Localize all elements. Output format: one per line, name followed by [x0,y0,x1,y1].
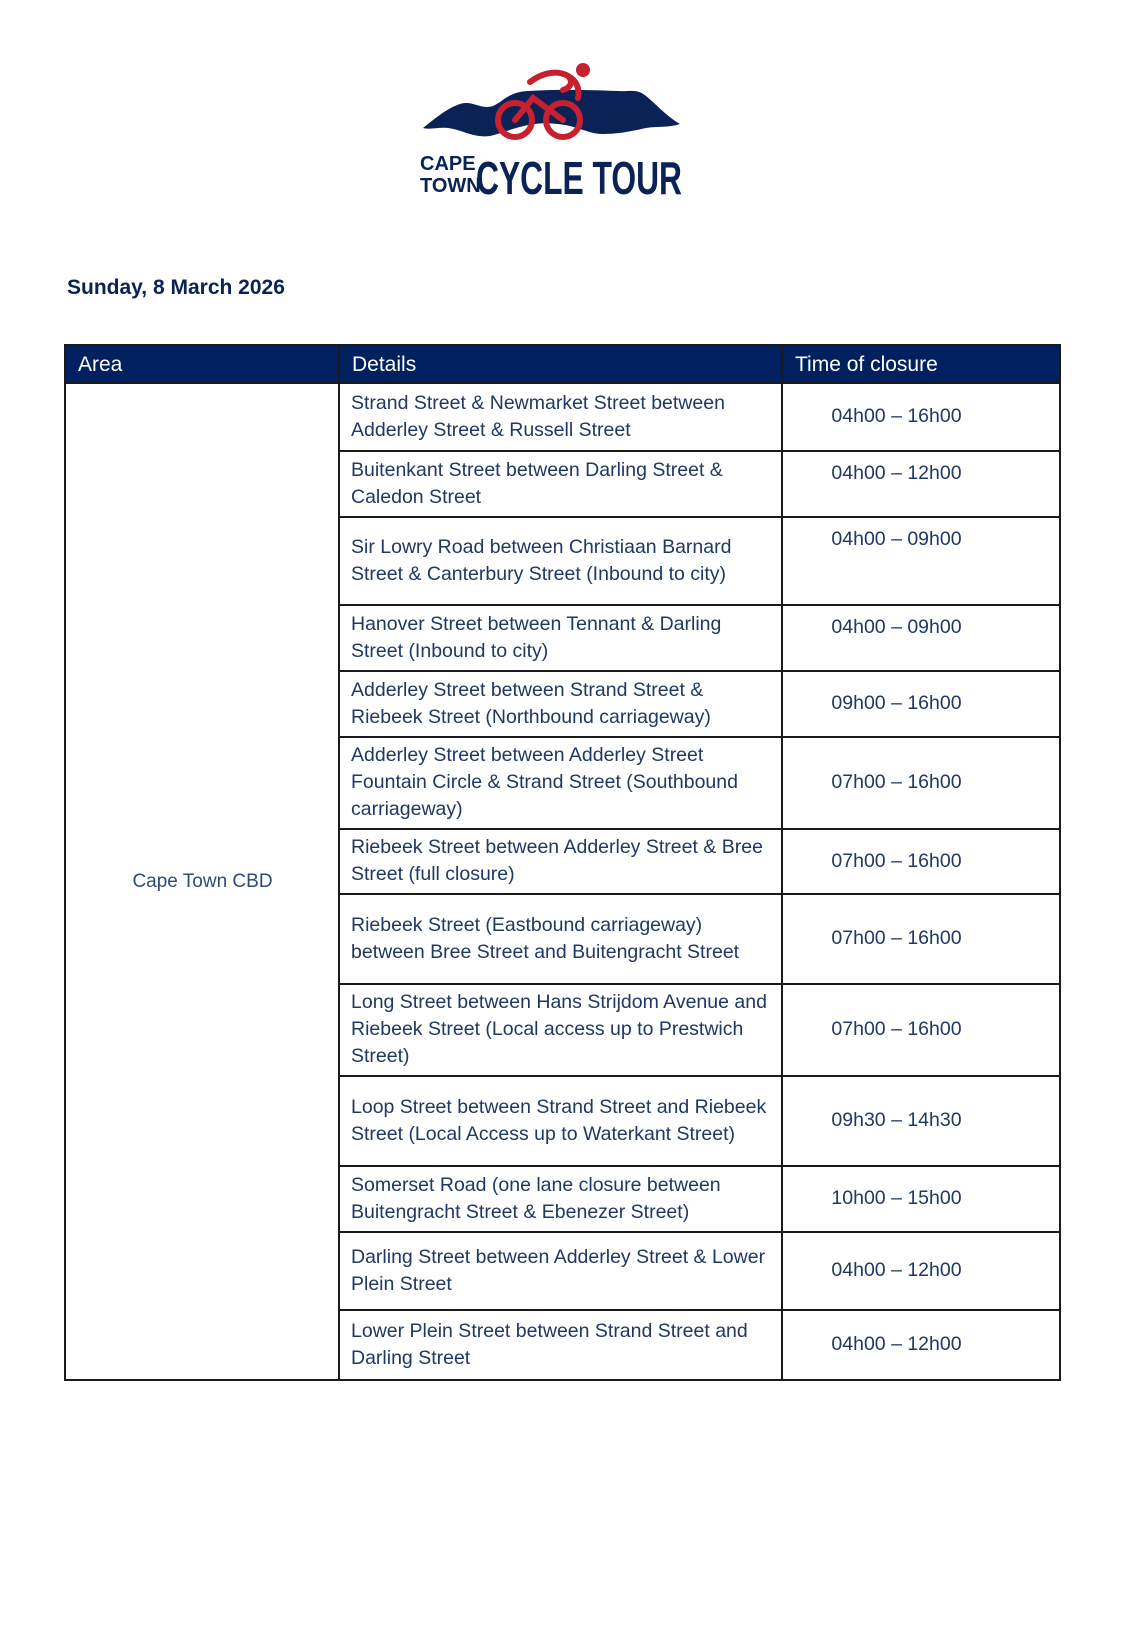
details-cell: Riebeek Street (Eastbound carriageway) between Bree Street and Buitengracht Street [339,894,782,984]
details-cell: Lower Plein Street between Strand Street and Darling Street [339,1310,782,1380]
logo-line2: TOWN [420,175,481,197]
road-closures-table [64,344,1061,1381]
logo-graphic [418,58,688,208]
time-cell: 04h00 – 09h00 [782,517,1060,605]
time-cell: 07h00 – 16h00 [782,894,1060,984]
time-cell: 04h00 – 09h00 [782,605,1060,671]
date-heading: Sunday, 8 March 2026 [67,276,285,299]
details-cell: Loop Street between Strand Street and Riebeek Street (Local Access up to Waterkant Street) [339,1076,782,1166]
header-time: Time of closure [782,345,1060,383]
cyclist-head-icon [576,63,590,77]
header-details: Details [339,345,782,383]
time-cell: 04h00 – 12h00 [782,1310,1060,1380]
details-cell: Darling Street between Adderley Street & Lower Plein Street [339,1232,782,1310]
time-cell: 07h00 – 16h00 [782,829,1060,894]
details-cell: Buitenkant Street between Darling Street & Caledon Street [339,451,782,517]
details-cell: Adderley Street between Adderley Street Fountain Circle & Strand Street (Southbound carriageway) [339,737,782,829]
time-cell: 04h00 – 16h00 [782,383,1060,451]
time-cell: 09h30 – 14h30 [782,1076,1060,1166]
time-cell: 04h00 – 12h00 [782,451,1060,517]
details-cell: Sir Lowry Road between Christiaan Barnard Street & Canterbury Street (Inbound to city) [339,517,782,605]
logo-line1: CAPE [420,153,476,175]
time-cell: 07h00 – 16h00 [782,737,1060,829]
time-cell: 04h00 – 12h00 [782,1232,1060,1310]
details-cell: Adderley Street between Strand Street & Riebeek Street (Northbound carriageway) [339,671,782,737]
cape-town-cycle-tour-logo [418,58,688,208]
time-cell: 10h00 – 15h00 [782,1166,1060,1232]
time-cell: 07h00 – 16h00 [782,984,1060,1076]
details-cell: Strand Street & Newmarket Street between Adderley Street & Russell Street [339,383,782,451]
details-cell: Hanover Street between Tennant & Darling Street (Inbound to city) [339,605,782,671]
details-cell: Riebeek Street between Adderley Street & Bree Street (full closure) [339,829,782,894]
time-cell: 09h00 – 16h00 [782,671,1060,737]
table-header-row [65,345,1060,383]
logo-main-text: CYCLE TOUR [476,152,682,204]
header-area: Area [65,345,339,383]
table-row [65,383,1060,451]
details-cell: Somerset Road (one lane closure between Buitengracht Street & Ebenezer Street) [339,1166,782,1232]
details-cell: Long Street between Hans Strijdom Avenue and Riebeek Street (Local access up to Prestwich Street) [339,984,782,1076]
area-cell: Cape Town CBD [65,383,339,1380]
